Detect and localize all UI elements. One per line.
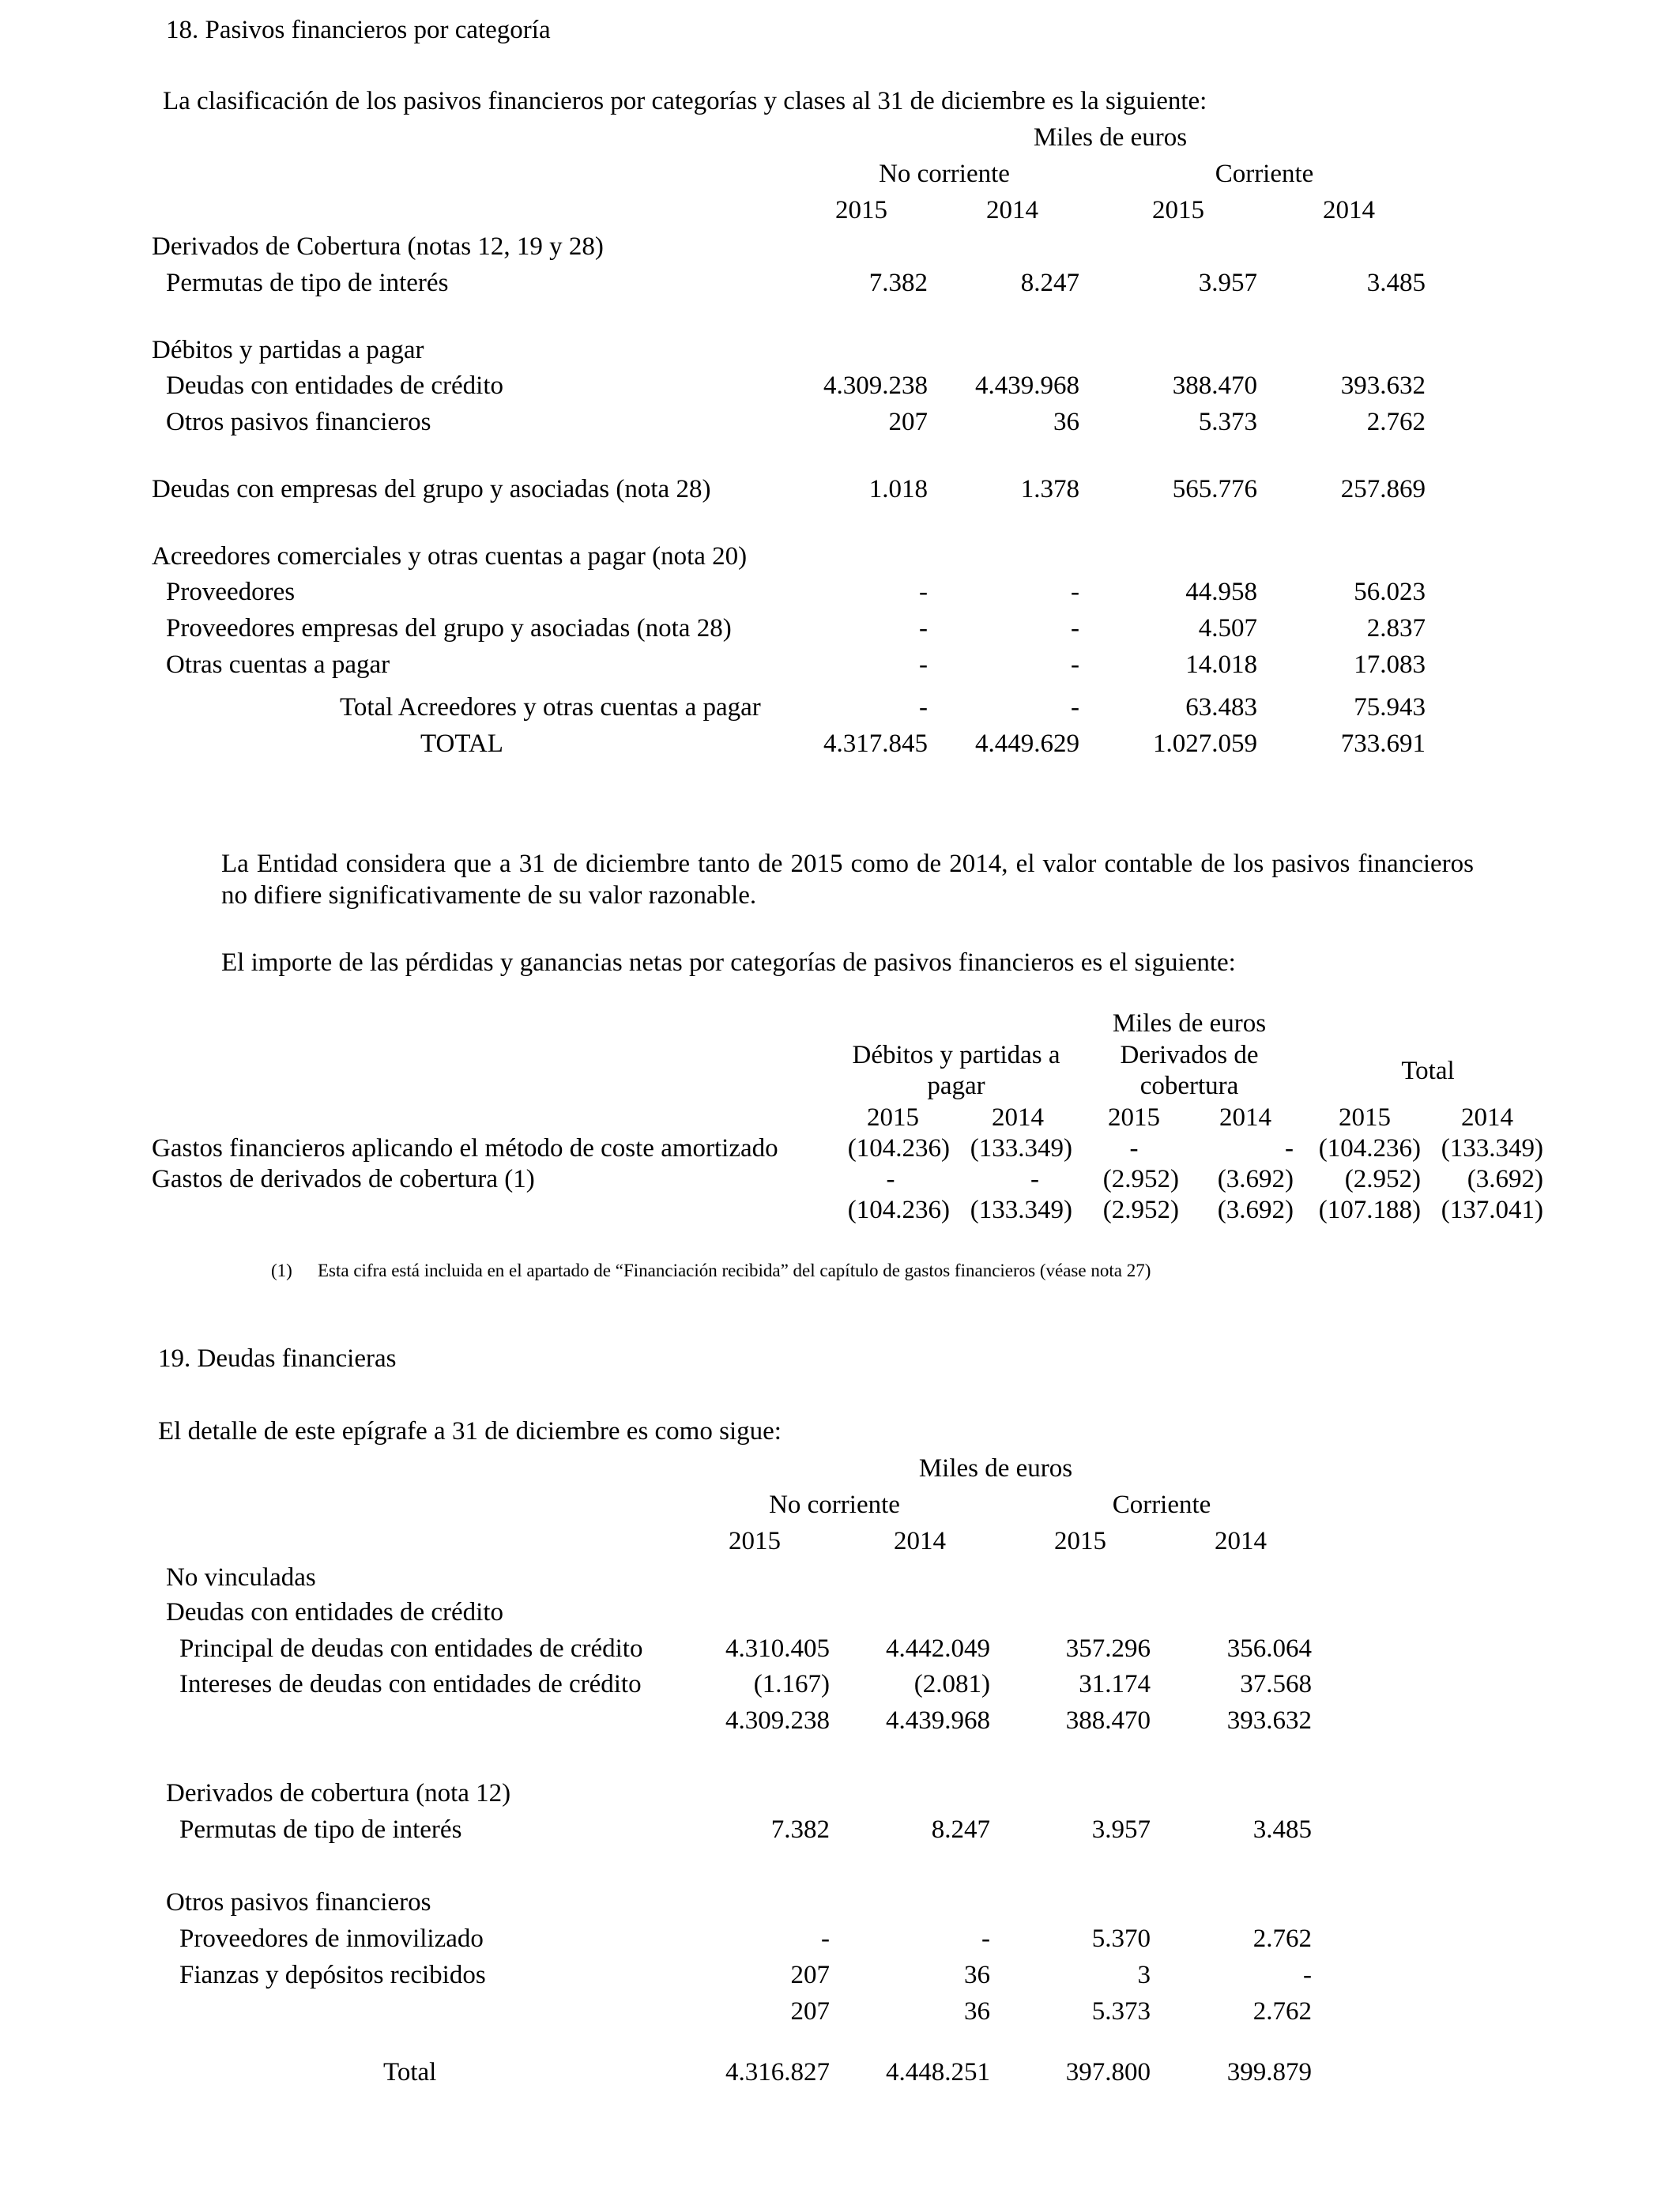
cell-value: (1.167) xyxy=(753,1670,830,1698)
cell-value: 733.691 xyxy=(1340,729,1426,758)
cell-value: 4.439.968 xyxy=(886,1706,990,1735)
cell-value: (2.952) xyxy=(1102,1165,1179,1193)
row-label: Otras cuentas a pagar xyxy=(166,650,390,679)
cell-value: 5.370 xyxy=(1091,1924,1151,1953)
footnote-marker: (1) xyxy=(271,1261,292,1280)
cell-value: 8.247 xyxy=(931,1815,990,1844)
cell-value: 2.762 xyxy=(1252,1997,1312,2026)
cell-value: 5.373 xyxy=(1091,1997,1151,2026)
row-label: Proveedores empresas del grupo y asociadas (nota 28) xyxy=(166,614,732,643)
table1-unit: Miles de euros xyxy=(1033,123,1188,152)
row-label: Gastos de derivados de cobertura (1) xyxy=(152,1165,535,1193)
footnote-text: Esta cifra está incluida en el apartado de “Financiación recibida” del capítulo de gastos financieros (véase nota 27) xyxy=(318,1261,1151,1280)
cell-value: 37.568 xyxy=(1240,1670,1312,1698)
cell-value: - xyxy=(1030,1165,1039,1193)
table1-group-corriente: Corriente xyxy=(1215,160,1314,188)
cell-value: 56.023 xyxy=(1354,578,1426,606)
cell-value: (104.236) xyxy=(847,1134,950,1163)
cell-value: (133.349) xyxy=(1441,1134,1543,1163)
cell-value: 4.309.238 xyxy=(725,1706,830,1735)
table3-group-no-corriente: No corriente xyxy=(769,1491,900,1519)
row-label: Otros pasivos financieros xyxy=(166,1888,431,1917)
section-18-heading: 18. Pasivos financieros por categoría xyxy=(166,16,551,44)
cell-value: (104.236) xyxy=(847,1196,950,1224)
row-label: Derivados de cobertura (nota 12) xyxy=(166,1779,511,1808)
cell-value: 4.310.405 xyxy=(725,1634,830,1663)
section-19-intro: El detalle de este epígrafe a 31 de diciembre es como sigue: xyxy=(158,1417,782,1446)
cell-value: 14.018 xyxy=(1185,650,1257,679)
cell-value: 399.879 xyxy=(1226,2058,1312,2087)
cell-value: (137.041) xyxy=(1441,1196,1543,1224)
row-label: Fianzas y depósitos recibidos xyxy=(179,1961,486,1989)
row-label: Intereses de deudas con entidades de crédito xyxy=(179,1670,642,1698)
paragraph-fair-value: La Entidad considera que a 31 de diciembre tanto de 2015 como de 2014, el valor contable de los pasivos financieros no difiere significativamente de su valor razonable. xyxy=(221,850,1474,910)
cell-value: 44.958 xyxy=(1185,578,1257,606)
cell-value: (2.952) xyxy=(1344,1165,1421,1193)
cell-value: - xyxy=(1071,578,1079,606)
cell-value: (3.692) xyxy=(1217,1165,1294,1193)
table2-col-debitos-line2: pagar xyxy=(927,1072,985,1100)
cell-value: 3.957 xyxy=(1198,269,1257,297)
table1-year: 2015 xyxy=(1152,196,1204,224)
table2-year: 2015 xyxy=(1339,1103,1391,1132)
cell-value: (2.081) xyxy=(913,1670,990,1698)
cell-value: 207 xyxy=(790,1961,830,1989)
cell-value: - xyxy=(1303,1961,1312,1989)
cell-value: 2.762 xyxy=(1252,1924,1312,1953)
cell-value: 393.632 xyxy=(1226,1706,1312,1735)
cell-value: 4.448.251 xyxy=(886,2058,990,2087)
table3-unit: Miles de euros xyxy=(918,1454,1073,1483)
row-label: Total xyxy=(383,2058,437,2087)
table2-year: 2014 xyxy=(992,1103,1044,1132)
table3-group-corriente: Corriente xyxy=(1112,1491,1211,1519)
cell-value: 36 xyxy=(964,1997,990,2026)
cell-value: 36 xyxy=(1053,408,1079,436)
cell-value: 4.309.238 xyxy=(823,371,928,400)
table2-year: 2014 xyxy=(1219,1103,1271,1132)
table3-year: 2015 xyxy=(1054,1527,1106,1555)
row-label: Derivados de Cobertura (notas 12, 19 y 28) xyxy=(152,232,604,261)
cell-value: - xyxy=(1129,1134,1139,1163)
cell-value: - xyxy=(1071,614,1079,643)
cell-value: 7.382 xyxy=(770,1815,830,1844)
cell-value: 3 xyxy=(1137,1961,1151,1989)
cell-value: 1.027.059 xyxy=(1153,729,1257,758)
row-label: Deudas con entidades de crédito xyxy=(166,371,504,400)
cell-value: (2.952) xyxy=(1102,1196,1179,1224)
section-19-heading: 19. Deudas financieras xyxy=(158,1344,397,1373)
cell-value: 3.485 xyxy=(1366,269,1426,297)
cell-value: 4.442.049 xyxy=(886,1634,990,1663)
cell-value: 4.507 xyxy=(1198,614,1257,643)
row-label: Deudas con empresas del grupo y asociadas (nota 28) xyxy=(152,475,711,503)
cell-value: 397.800 xyxy=(1065,2058,1151,2087)
table2-col-total: Total xyxy=(1401,1057,1455,1085)
cell-value: 4.316.827 xyxy=(725,2058,830,2087)
cell-value: (133.349) xyxy=(970,1134,1072,1163)
table2-col-derivados-line1: Derivados de xyxy=(1120,1041,1259,1069)
table2-year: 2015 xyxy=(1108,1103,1160,1132)
table2-year: 2014 xyxy=(1461,1103,1513,1132)
cell-value: 207 xyxy=(888,408,928,436)
table2-year: 2015 xyxy=(867,1103,919,1132)
row-label: Deudas con entidades de crédito xyxy=(166,1598,504,1627)
table2-unit: Miles de euros xyxy=(1112,1009,1267,1038)
cell-value: 1.378 xyxy=(1020,475,1079,503)
row-label: Proveedores xyxy=(166,578,296,606)
cell-value: 36 xyxy=(964,1961,990,1989)
row-label: Permutas de tipo de interés xyxy=(166,269,449,297)
table3-year: 2015 xyxy=(729,1527,781,1555)
table2-col-debitos-line1: Débitos y partidas a xyxy=(852,1041,1060,1069)
cell-value: 3.957 xyxy=(1091,1815,1151,1844)
table3-year: 2014 xyxy=(894,1527,946,1555)
section-18-intro: La clasificación de los pasivos financieros por categorías y clases al 31 de diciembre es la siguiente: xyxy=(163,87,1207,115)
row-label: TOTAL xyxy=(420,729,503,758)
cell-value: 75.943 xyxy=(1354,693,1426,722)
row-label: Otros pasivos financieros xyxy=(166,408,431,436)
cell-value: - xyxy=(821,1924,830,1953)
cell-value: 17.083 xyxy=(1354,650,1426,679)
cell-value: 257.869 xyxy=(1340,475,1426,503)
row-label: Permutas de tipo de interés xyxy=(179,1815,462,1844)
row-label: Total Acreedores y otras cuentas a pagar xyxy=(340,693,761,722)
table1-year: 2014 xyxy=(986,196,1038,224)
cell-value: 4.449.629 xyxy=(975,729,1079,758)
cell-value: - xyxy=(886,1165,895,1193)
cell-value: - xyxy=(981,1924,990,1953)
row-label: No vinculadas xyxy=(166,1563,316,1592)
cell-value: 31.174 xyxy=(1079,1670,1151,1698)
cell-value: - xyxy=(1071,693,1079,722)
row-label: Acreedores comerciales y otras cuentas a pagar (nota 20) xyxy=(152,542,748,571)
cell-value: 4.439.968 xyxy=(975,371,1079,400)
table1-year: 2015 xyxy=(835,196,887,224)
table1-group-no-corriente: No corriente xyxy=(879,160,1010,188)
cell-value: (133.349) xyxy=(970,1196,1072,1224)
table2-col-derivados-line2: cobertura xyxy=(1139,1072,1239,1100)
cell-value: (107.188) xyxy=(1318,1196,1421,1224)
cell-value: 388.470 xyxy=(1065,1706,1151,1735)
cell-value: 2.762 xyxy=(1366,408,1426,436)
paragraph-gains-losses: El importe de las pérdidas y ganancias netas por categorías de pasivos financieros es el siguiente: xyxy=(221,948,1236,977)
cell-value: 5.373 xyxy=(1198,408,1257,436)
cell-value: 2.837 xyxy=(1366,614,1426,643)
cell-value: (3.692) xyxy=(1467,1165,1543,1193)
cell-value: 8.247 xyxy=(1020,269,1079,297)
cell-value: - xyxy=(1285,1134,1294,1163)
cell-value: (104.236) xyxy=(1318,1134,1421,1163)
cell-value: (3.692) xyxy=(1217,1196,1294,1224)
cell-value: 63.483 xyxy=(1185,693,1257,722)
cell-value: 388.470 xyxy=(1172,371,1257,400)
table1-year: 2014 xyxy=(1323,196,1375,224)
cell-value: 356.064 xyxy=(1226,1634,1312,1663)
table3-year: 2014 xyxy=(1215,1527,1267,1555)
row-label: Principal de deudas con entidades de crédito xyxy=(179,1634,643,1663)
cell-value: 207 xyxy=(790,1997,830,2026)
cell-value: - xyxy=(919,578,928,606)
row-label: Proveedores de inmovilizado xyxy=(179,1924,484,1953)
cell-value: 357.296 xyxy=(1065,1634,1151,1663)
row-label: Débitos y partidas a pagar xyxy=(152,336,424,364)
cell-value: - xyxy=(919,614,928,643)
row-label: Gastos financieros aplicando el método de coste amortizado xyxy=(152,1134,778,1163)
cell-value: 393.632 xyxy=(1340,371,1426,400)
cell-value: 1.018 xyxy=(868,475,928,503)
cell-value: 7.382 xyxy=(868,269,928,297)
cell-value: - xyxy=(1071,650,1079,679)
cell-value: 4.317.845 xyxy=(823,729,928,758)
cell-value: 3.485 xyxy=(1252,1815,1312,1844)
cell-value: - xyxy=(919,650,928,679)
cell-value: - xyxy=(919,693,928,722)
cell-value: 565.776 xyxy=(1172,475,1257,503)
